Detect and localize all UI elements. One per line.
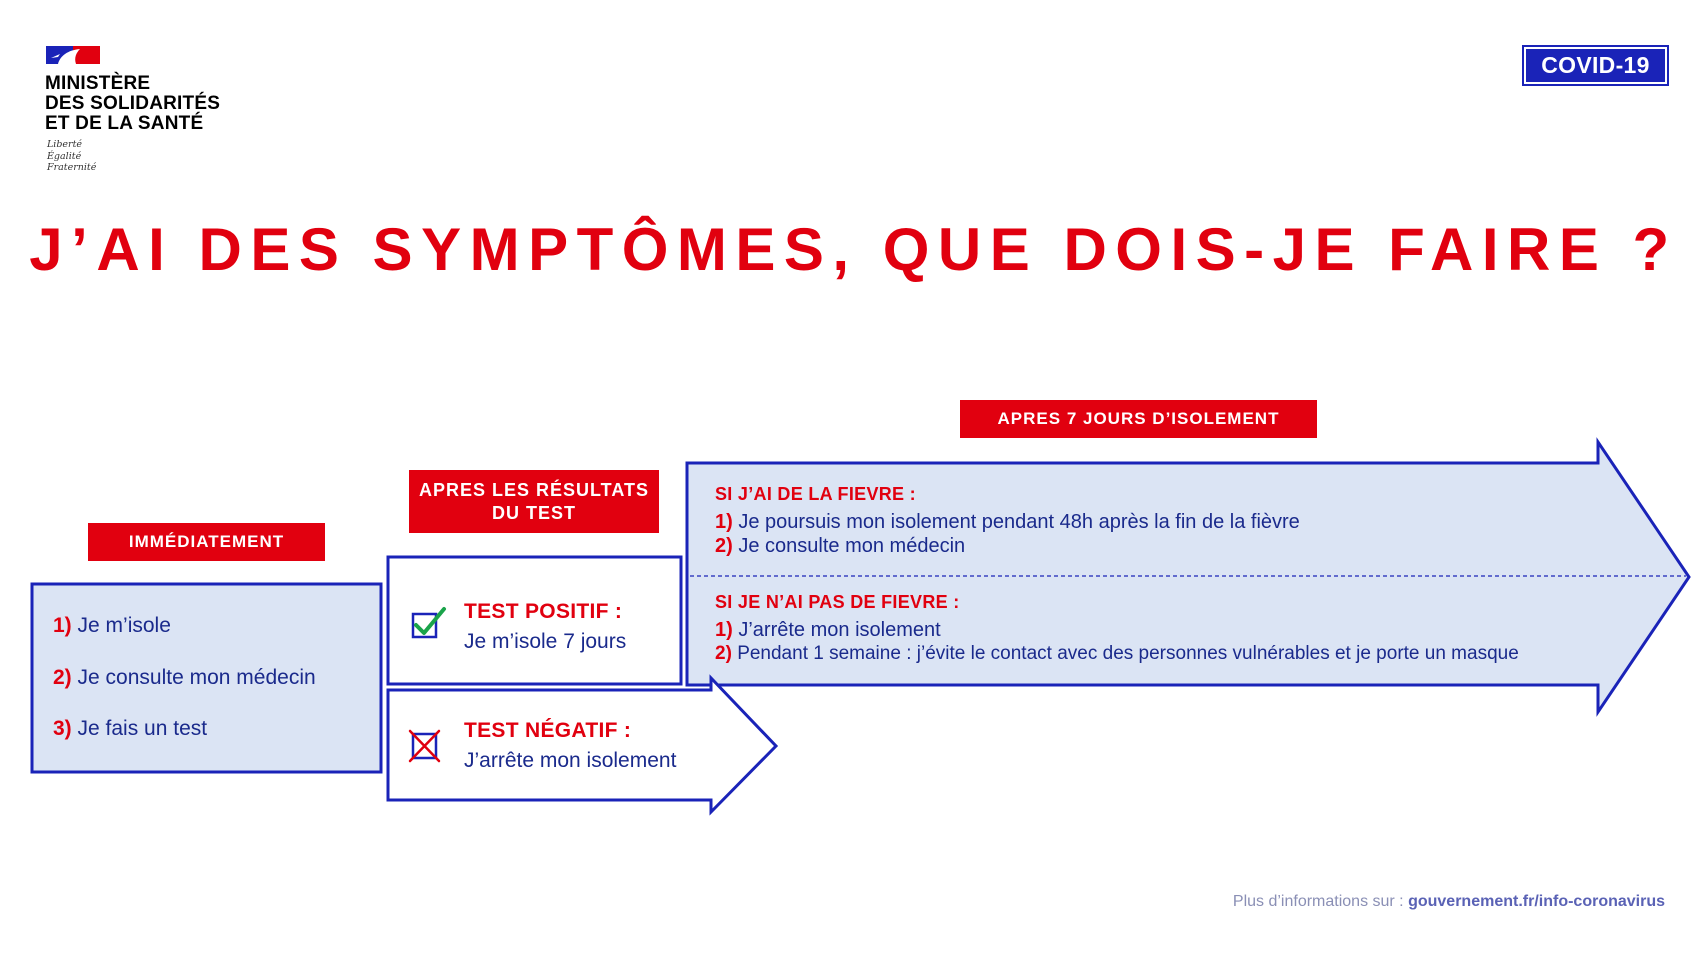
step-number: 2) <box>53 666 72 689</box>
results-label-line-2: DU TEST <box>491 502 576 523</box>
immediate-step-3 <box>53 717 207 741</box>
no-fever-step-1 <box>715 619 941 642</box>
fever-step-1 <box>715 511 1300 534</box>
immediate-step-1 <box>53 614 171 638</box>
fever-heading: SI J’AI DE LA FIEVRE : <box>715 484 916 504</box>
step-number: 2) <box>715 643 732 664</box>
ministry-line-2: DES SOLIDARITÉS <box>45 93 221 114</box>
negative-arrow <box>388 678 776 812</box>
step-number: 1) <box>715 619 733 641</box>
positive-text: Je m’isole 7 jours <box>464 630 627 653</box>
step-text: Je fais un test <box>77 717 208 740</box>
results-label <box>409 470 659 533</box>
immediate-label: IMMÉDIATEMENT <box>88 523 325 561</box>
step-text: Je consulte mon médecin <box>738 535 966 557</box>
after-arrow <box>687 442 1689 712</box>
immediate-step-2 <box>53 666 316 690</box>
step-number: 3) <box>53 717 72 740</box>
ministry-line-3: ET DE LA SANTÉ <box>45 113 204 134</box>
step-text: Je m’isole <box>77 614 171 637</box>
after-label: APRES 7 JOURS D’ISOLEMENT <box>960 400 1317 438</box>
step-number: 1) <box>53 614 72 637</box>
negative-heading: TEST NÉGATIF : <box>464 719 632 742</box>
fever-step-2 <box>715 535 965 558</box>
page-title: J’AI DES SYMPTÔMES, QUE DOIS-JE FAIRE ? <box>29 216 1678 283</box>
step-number: 1) <box>715 511 733 533</box>
ministry-line-1: MINISTÈRE <box>45 73 151 94</box>
step-text: Je poursuis mon isolement pendant 48h après la fin de la fièvre <box>738 511 1300 533</box>
positive-heading: TEST POSITIF : <box>464 600 623 623</box>
footer-prefix: Plus d’informations sur : <box>1232 893 1409 910</box>
step-text: Je consulte mon médecin <box>77 666 316 689</box>
negative-text: J’arrête mon isolement <box>464 749 677 772</box>
footer-link[interactable]: gouvernement.fr/info-coronavirus <box>1408 893 1665 910</box>
motto-egalite: Égalité <box>47 150 82 162</box>
covid-badge: COVID-19 <box>1526 49 1665 82</box>
step-text: Pendant 1 semaine : j’évite le contact avec des personnes vulnérables et je porte un masque <box>737 643 1519 664</box>
cross-icon <box>410 731 439 761</box>
results-label-line-1: APRES LES RÉSULTATS <box>418 479 650 500</box>
motto-liberte: Liberté <box>47 139 83 150</box>
motto-fraternite: Fraternité <box>47 162 97 173</box>
no-fever-step-2 <box>715 643 1519 665</box>
footer-info <box>1000 893 1665 911</box>
step-number: 2) <box>715 535 733 557</box>
no-fever-heading: SI JE N’AI PAS DE FIEVRE : <box>715 592 960 612</box>
step-text: J’arrête mon isolement <box>738 619 941 641</box>
